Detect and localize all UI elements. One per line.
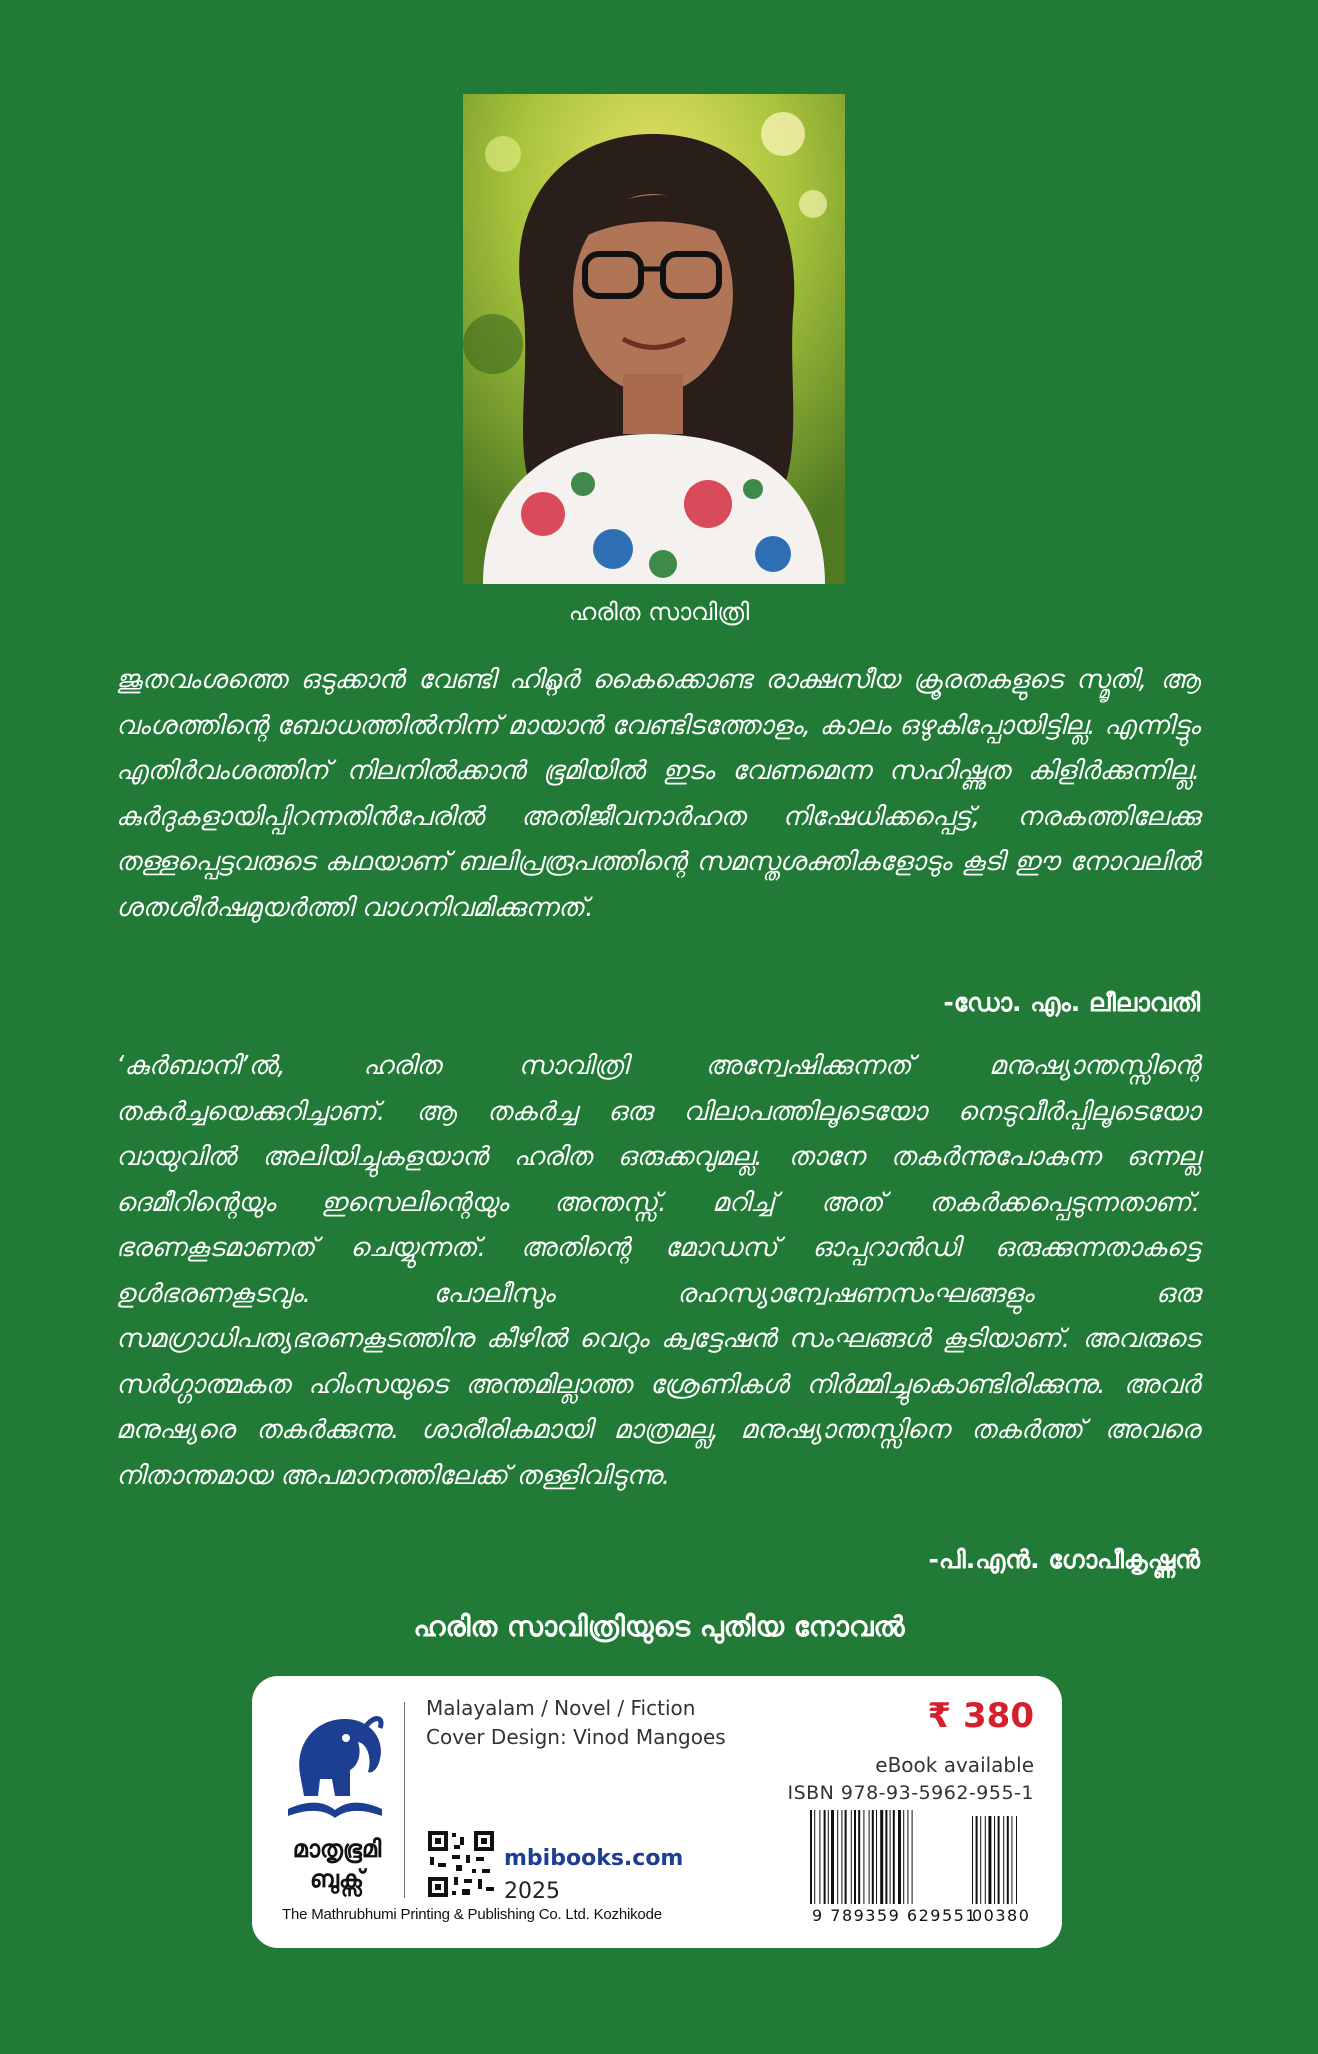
author-photo bbox=[463, 94, 845, 584]
publisher-full-name: The Mathrubhumi Printing & Publishing Co. Ltd. Kozhikode bbox=[282, 1906, 662, 1923]
barcode-icon bbox=[810, 1810, 1038, 1904]
isbn-number: ISBN 978-93-5962-955-1 bbox=[787, 1782, 1034, 1804]
card-divider bbox=[404, 1702, 405, 1898]
blurb-gopikrishnan-author: -പി.എൻ. ഗോപീകൃഷ്ണൻ bbox=[928, 1545, 1200, 1574]
qr-code-icon bbox=[426, 1829, 496, 1899]
publisher-name-malayalam bbox=[282, 1834, 392, 1894]
cover-design-credit: Cover Design: Vinod Mangoes bbox=[426, 1725, 726, 1749]
blurb-leelavathi: ജൂതവംശത്തെ ഒടുക്കാൻ വേണ്ടി ഹിറ്റ്ലർ കൈക്കൊണ്ട രാക്ഷസീയ ക്രൂരതകളുടെ സ്മൃതി, ആ വംശത്തിന്റെ ബോധത്തിൽനിന്ന് മായാൻ വേണ്ടിടത്തോളം, കാലം ഒഴുകിപ്പോയിട്ടില്ല. എന്നിട്ടും എതിർവംശത്തിന് നിലനിൽക്കാൻ ഭൂമിയിൽ ഇടം വേണമെന്ന സഹിഷ്ണുത കിളിർക്കുന്നില്ല. കുർദുകളായിപ്പിറന്നതിൻപേരിൽ അതിജീവനാർഹത നിഷേധിക്കപ്പെട്ട്, നരകത്തിലേക്കു തള്ളപ്പെട്ടവരുടെ കഥയാണ് ബലിപ്രരൂപത്തിന്റെ സമസ്തശക്തികളോടും കൂടി ഈ നോവലിൽ ശതശീർഷമുയർത്തി വാഗനിവമിക്കുന്നത്. bbox=[116, 665, 1200, 923]
publisher-info-card bbox=[252, 1676, 1062, 1948]
mathrubhumi-elephant-logo-icon bbox=[280, 1704, 390, 1829]
publisher-name-line1: മാതൃഭൂമി bbox=[292, 1835, 382, 1863]
book-price: ₹ 380 bbox=[927, 1696, 1034, 1736]
barcode-addon-digits: 00380 bbox=[972, 1906, 1031, 1925]
barcode-main-digits: 9 789359 629551 bbox=[812, 1906, 978, 1925]
book-genre: Malayalam / Novel / Fiction bbox=[426, 1696, 696, 1720]
publication-year: 2025 bbox=[504, 1879, 560, 1904]
publisher-name-line2: ബുക്സ് bbox=[310, 1865, 364, 1893]
author-caption: ഹരിത സാവിത്രി bbox=[568, 598, 750, 626]
ebook-availability: eBook available bbox=[875, 1753, 1034, 1777]
tagline: ഹരിത സാവിത്രിയുടെ പുതിയ നോവൽ bbox=[413, 1610, 905, 1643]
publisher-website-link[interactable]: mbibooks.com bbox=[504, 1846, 684, 1871]
blurb-gopikrishnan: ‘കുർബാനി’ൽ, ഹരിത സാവിത്രി അന്വേഷിക്കുന്നത് മനുഷ്യാന്തസ്സിന്റെ തകർച്ചയെക്കുറിച്ചാണ്. ആ തകർച്ച ഒരു വിലാപത്തിലൂടെയോ നെടുവീർപ്പിലൂടെയോ വായുവിൽ അലിയിച്ചുകളയാൻ ഹരിത ഒരുക്കവുമല്ല. താനേ തകർന്നുപോകുന്ന ഒന്നല്ല ദെമീറിന്റെയും ഇസെലിന്റെയും അന്തസ്സ്. മറിച്ച് അത് തകർക്കപ്പെടുന്നതാണ്. ഭരണകൂടമാണത് ചെയ്യുന്നത്. അതിന്റെ മോഡസ് ഓപ്പറാൻഡി ഒരുക്കുന്നതാകട്ടെ ഉൾഭരണകൂടവും. പോലീസും രഹസ്യാന്വേഷണസംഘങ്ങളും ഒരു സമഗ്രാധിപത്യഭരണകൂടത്തിനു കീഴിൽ വെറും ക്വട്ടേഷൻ സംഘങ്ങൾ കൂടിയാണ്. അവരുടെ സർഗ്ഗാത്മകത ഹിംസയുടെ അന്തമില്ലാത്ത ശ്രേണികൾ നിർമ്മിച്ചുകൊണ്ടിരിക്കുന്നു. അവർ മനുഷ്യരെ തകർക്കുന്നു. ശാരീരികമായി മാത്രമല്ല, മനുഷ്യാന്തസ്സിനെ തകർത്ത് അവരെ നിതാന്തമായ അപമാനത്തിലേക്ക് തള്ളിവിടുന്നു. bbox=[116, 1051, 1200, 1491]
blurb-leelavathi-author: -ഡോ. എം. ലീലാവതി bbox=[943, 988, 1200, 1017]
